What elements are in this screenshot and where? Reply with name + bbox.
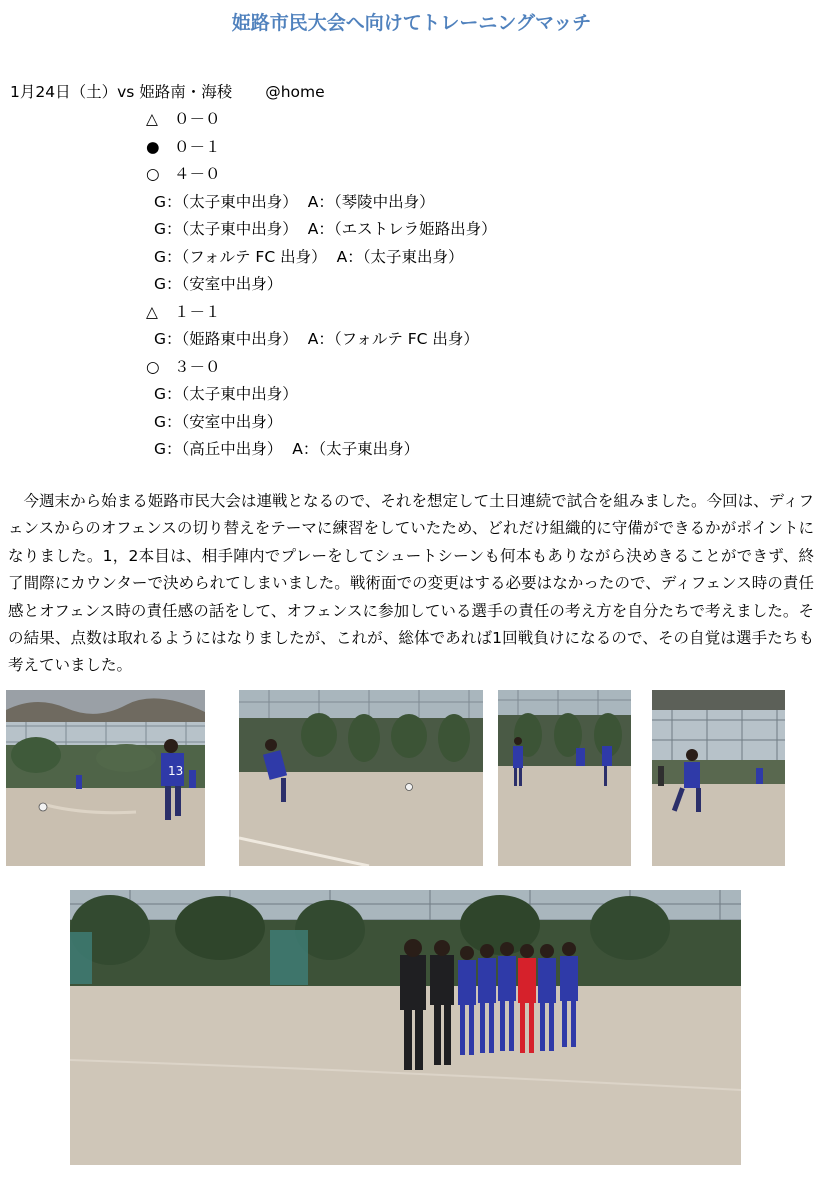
game-result	[146, 354, 497, 382]
photo-players-running	[498, 690, 631, 866]
goal-scorer: G：（太子東中出身）	[154, 192, 298, 211]
photo-ball-kick	[239, 690, 483, 866]
goal-entry	[154, 381, 497, 409]
photo-team-lineup	[70, 890, 741, 1165]
match-date-opponent: 1月24日（土）vs 姫路南・海稜	[10, 83, 233, 101]
result-mark: ●	[146, 137, 160, 156]
page-title: 姫路市民大会へ向けてトレーニングマッチ	[231, 12, 592, 34]
goal-entry	[154, 244, 497, 272]
photo-player-kick	[6, 690, 205, 866]
goal-entry	[154, 216, 497, 244]
game-score: ３－０	[174, 357, 221, 376]
match-report: 今週末から始まる姫路市民大会は連戦となるので、それを想定して土日連続で試合を組みました。今回は、ディフェンスからのオフェンスの切り替えをテーマに練習をしていたため、どれだけ組織的に守備ができるかがポイントになりました。1，2本目は、相手陣内でプレーをしてシュートシーンも何本もありながら決めきることができず、終了間際にカウンターで決められてしまいました。戦術面での変更はする必要はなかったので、ディフェンス時の責任感とオフェンス時の責任感の話をして、オフェンスに参加している選手の責任の考え方を自分たちで考えました。その結果、点数は取れるようにはなりましたが、これが、総体であれば1回戦負けになるので、その自覚は選手たちも考えていました。	[8, 492, 814, 675]
goal-scorer: G：（姫路東中出身）	[154, 330, 298, 348]
result-mark: ○	[146, 357, 160, 376]
match-results	[146, 106, 497, 464]
goal-scorer: G：（太子東中出身）	[154, 385, 298, 403]
goal-scorer: G：（フォルテ FC 出身）	[154, 247, 327, 266]
game-score: ０－０	[174, 110, 221, 128]
match-header	[10, 80, 325, 102]
photo-player-dribble	[652, 690, 785, 866]
goal-assist: A：（太子東出身）	[292, 440, 420, 458]
game-result	[146, 106, 497, 134]
goal-entry	[154, 189, 497, 217]
game-result	[146, 134, 497, 162]
goal-scorer: G：（太子東中出身）	[154, 220, 298, 238]
game-result	[146, 161, 497, 189]
goal-scorer: G：（高丘中出身）	[154, 440, 283, 458]
goal-entry	[154, 326, 497, 354]
game-score: １－１	[174, 302, 221, 321]
goal-scorer: G：（安室中出身）	[154, 275, 283, 293]
game-score: ０－１	[174, 137, 221, 156]
goal-assist: A：（フォルテ FC 出身）	[307, 330, 479, 348]
goal-entry	[154, 271, 497, 299]
result-mark: ○	[146, 165, 160, 183]
game-score: ４－０	[174, 165, 221, 183]
goal-assist: A：（太子東出身）	[336, 247, 464, 266]
goal-entry	[154, 409, 497, 437]
result-mark: △	[146, 110, 158, 128]
goal-scorer: G：（安室中出身）	[154, 412, 283, 431]
goal-assist: A：（琴陵中出身）	[307, 192, 435, 211]
jersey-number: 13	[168, 764, 184, 778]
goal-entry	[154, 436, 497, 464]
result-mark: △	[146, 302, 158, 321]
goal-assist: A：（エストレラ姫路出身）	[307, 220, 497, 238]
match-location: @home	[265, 83, 325, 101]
game-result	[146, 299, 497, 327]
